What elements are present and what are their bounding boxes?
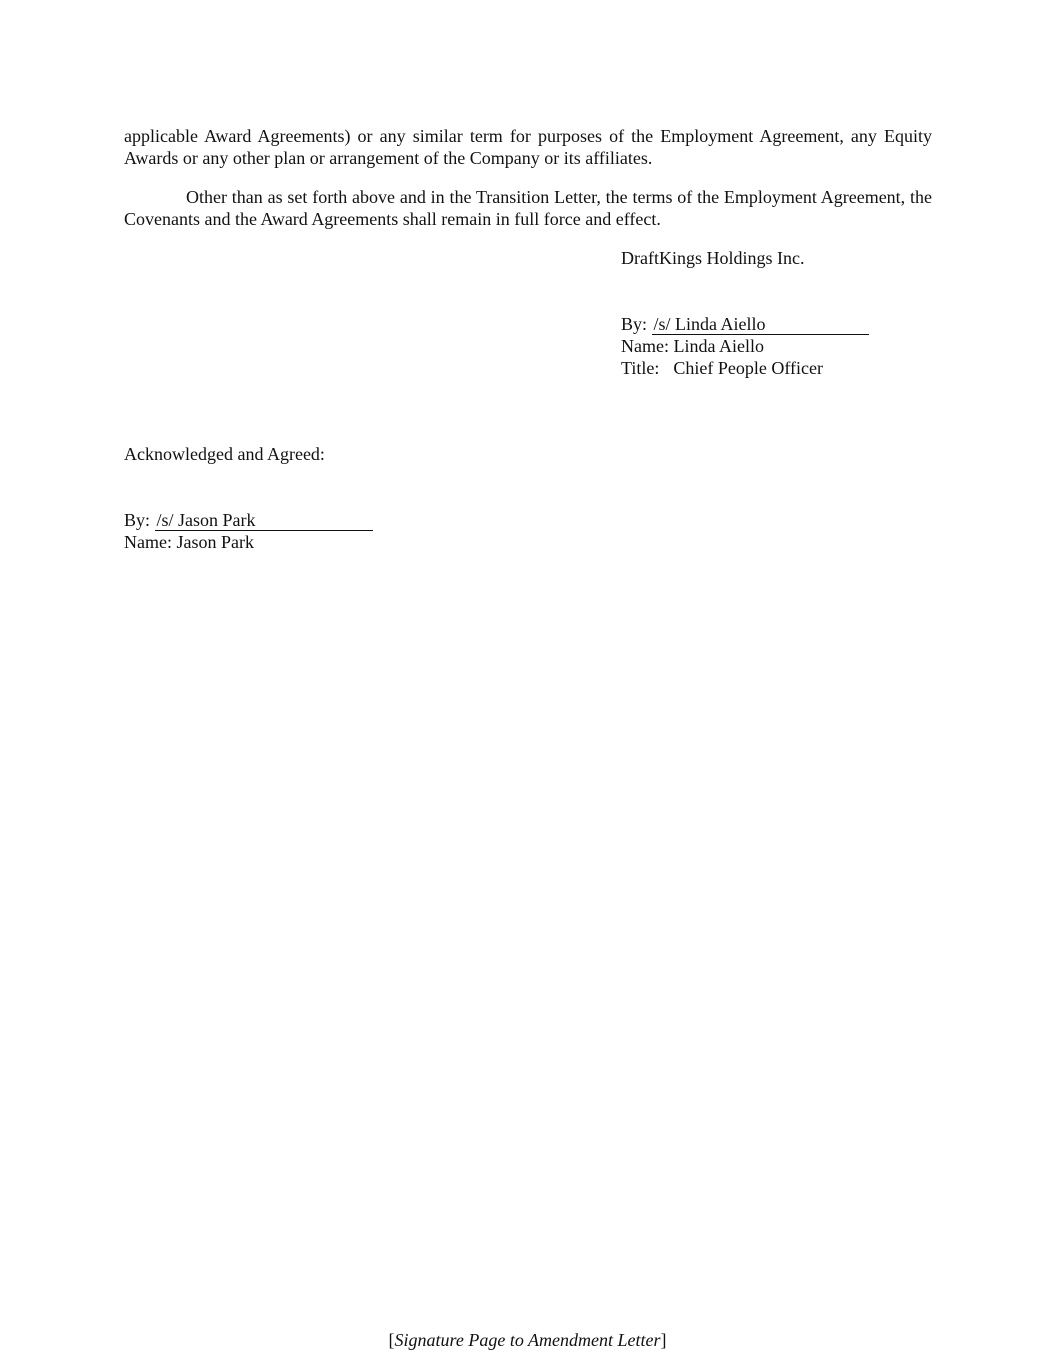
employee-name-row — [124, 531, 254, 553]
company-signatory-name: Linda Aiello — [673, 336, 764, 356]
company-by-label: By: — [621, 314, 648, 334]
company-title-label: Title: — [621, 358, 660, 378]
footer-open-bracket: [ — [388, 1330, 395, 1350]
company-name: DraftKings Holdings Inc. — [621, 248, 805, 268]
company-signatory-title-row — [621, 357, 823, 379]
acknowledgment-heading: Acknowledged and Agreed: — [124, 444, 325, 464]
company-signatory-title: Chief People Officer — [673, 358, 823, 378]
page-footer — [0, 1329, 1055, 1351]
employee-signature: /s/ Jason Park — [156, 510, 256, 530]
body-paragraph-continuation: applicable Award Agreements) or any similar term for purposes of the Employment Agreement, any Equity Awards or any other plan or arrangement of the Company or its affiliates. — [124, 126, 932, 168]
body-paragraph-full-force: Other than as set forth above and in the Transition Letter, the terms of the Employment Agreement, the Covenants and the Award Agreements shall remain in full force and effect. — [124, 187, 932, 229]
employee-by-label: By: — [124, 510, 151, 530]
company-name-label: Name: — [621, 336, 669, 356]
footer-caption: Signature Page to Amendment Letter — [394, 1330, 661, 1350]
company-signatory-name-row — [621, 335, 764, 357]
employee-signature-row — [124, 509, 373, 531]
footer-close-bracket: ] — [660, 1330, 667, 1350]
company-signature-row — [621, 313, 869, 335]
company-signature-line — [652, 314, 869, 335]
employee-name-label: Name: — [124, 532, 172, 552]
employee-signature-line — [155, 510, 373, 531]
company-signature: /s/ Linda Aiello — [653, 314, 766, 334]
employee-name: Jason Park — [176, 532, 254, 552]
